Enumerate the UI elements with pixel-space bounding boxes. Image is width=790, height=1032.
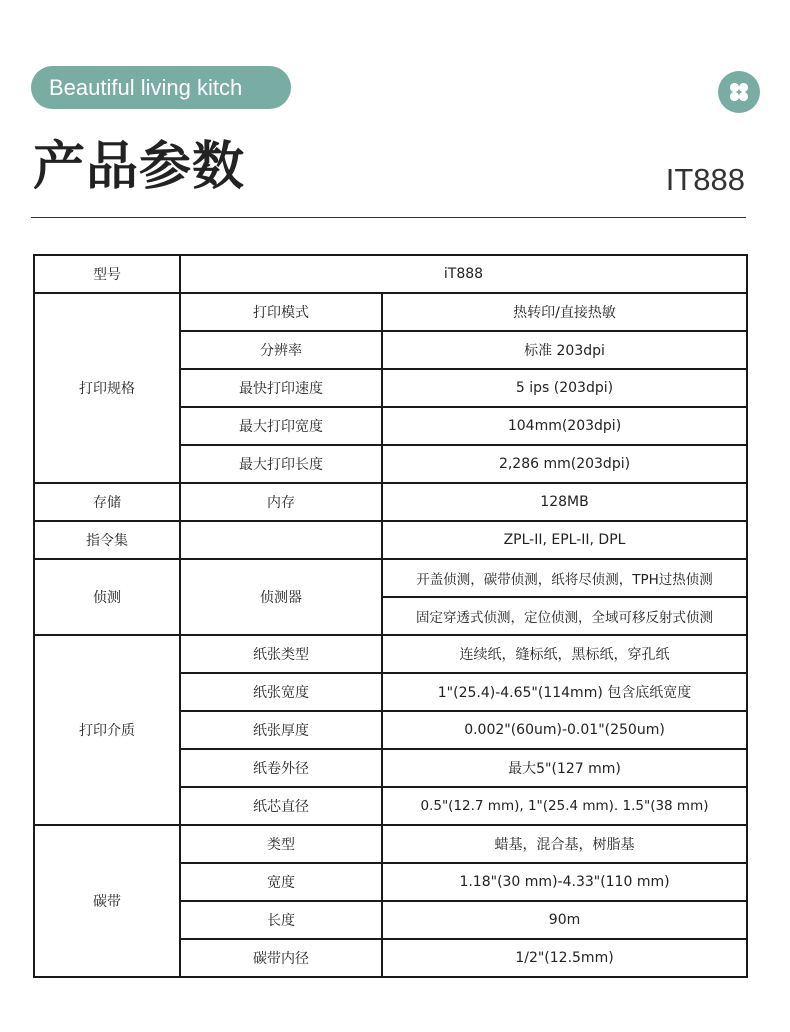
spec-name: 最大打印长度: [180, 445, 382, 483]
row-label-print-spec: 打印规格: [34, 293, 180, 483]
table-row: [34, 635, 747, 673]
table-row: [34, 255, 747, 293]
spec-name: 分辨率: [180, 331, 382, 369]
spec-value: 热转印/直接热敏: [382, 293, 747, 331]
page-title: 产品参数: [33, 137, 246, 197]
table-row: [34, 521, 747, 559]
spec-name: 宽度: [180, 863, 382, 901]
spec-name: 长度: [180, 901, 382, 939]
row-label-ribbon: 碳带: [34, 825, 180, 977]
spec-value: 标准 203dpi: [382, 331, 747, 369]
spec-name: 最快打印速度: [180, 369, 382, 407]
spec-value: 连续纸，缝标纸，黑标纸，穿孔纸: [382, 635, 747, 673]
table-row: [34, 483, 747, 521]
spec-value: 2,286 mm(203dpi): [382, 445, 747, 483]
spec-value: ZPL-II, EPL-II, DPL: [382, 521, 747, 559]
table-row: [34, 825, 747, 863]
spec-value: 1.18"(30 mm)-4.33"(110 mm): [382, 863, 747, 901]
spec-value: 固定穿透式侦测，定位侦测，全域可移反射式侦测: [382, 597, 747, 635]
row-label-sensor: 侦测: [34, 559, 180, 635]
row-label-media: 打印介质: [34, 635, 180, 825]
spec-value: 最大5"(127 mm): [382, 749, 747, 787]
spec-name: [180, 521, 382, 559]
spec-name: 碳带内径: [180, 939, 382, 977]
spec-value: 开盖侦测，碳带侦测，纸将尽侦测，TPH过热侦测: [382, 559, 747, 597]
spec-name: 类型: [180, 825, 382, 863]
spec-value: 1/2"(12.5mm): [382, 939, 747, 977]
header-divider: [31, 217, 746, 218]
table-row: [34, 293, 747, 331]
spec-value: 5 ips (203dpi): [382, 369, 747, 407]
spec-name: 纸芯直径: [180, 787, 382, 825]
spec-name: 纸张厚度: [180, 711, 382, 749]
spec-value: 128MB: [382, 483, 747, 521]
spec-value: 蜡基，混合基，树脂基: [382, 825, 747, 863]
clover-icon: [718, 71, 760, 113]
row-label-storage: 存储: [34, 483, 180, 521]
spec-value: 0.5"(12.7 mm), 1"(25.4 mm). 1.5"(38 mm): [382, 787, 747, 825]
spec-name: 侦测器: [180, 559, 382, 635]
model-number: IT888: [665, 162, 745, 197]
table-row: [34, 559, 747, 597]
spec-name: 纸张宽度: [180, 673, 382, 711]
spec-table: [33, 254, 748, 978]
spec-name: 纸张类型: [180, 635, 382, 673]
spec-value: 90m: [382, 901, 747, 939]
spec-name: 最大打印宽度: [180, 407, 382, 445]
row-label-instruction-set: 指令集: [34, 521, 180, 559]
spec-value: 1"(25.4)-4.65"(114mm) 包含底纸宽度: [382, 673, 747, 711]
row-label-model: 型号: [34, 255, 180, 293]
spec-name: 纸卷外径: [180, 749, 382, 787]
spec-value: 0.002"(60um)-0.01"(250um): [382, 711, 747, 749]
spec-name: 内存: [180, 483, 382, 521]
spec-name: 打印模式: [180, 293, 382, 331]
header-tag: Beautiful living kitch: [31, 66, 291, 109]
model-value: iT888: [180, 255, 747, 293]
spec-value: 104mm(203dpi): [382, 407, 747, 445]
